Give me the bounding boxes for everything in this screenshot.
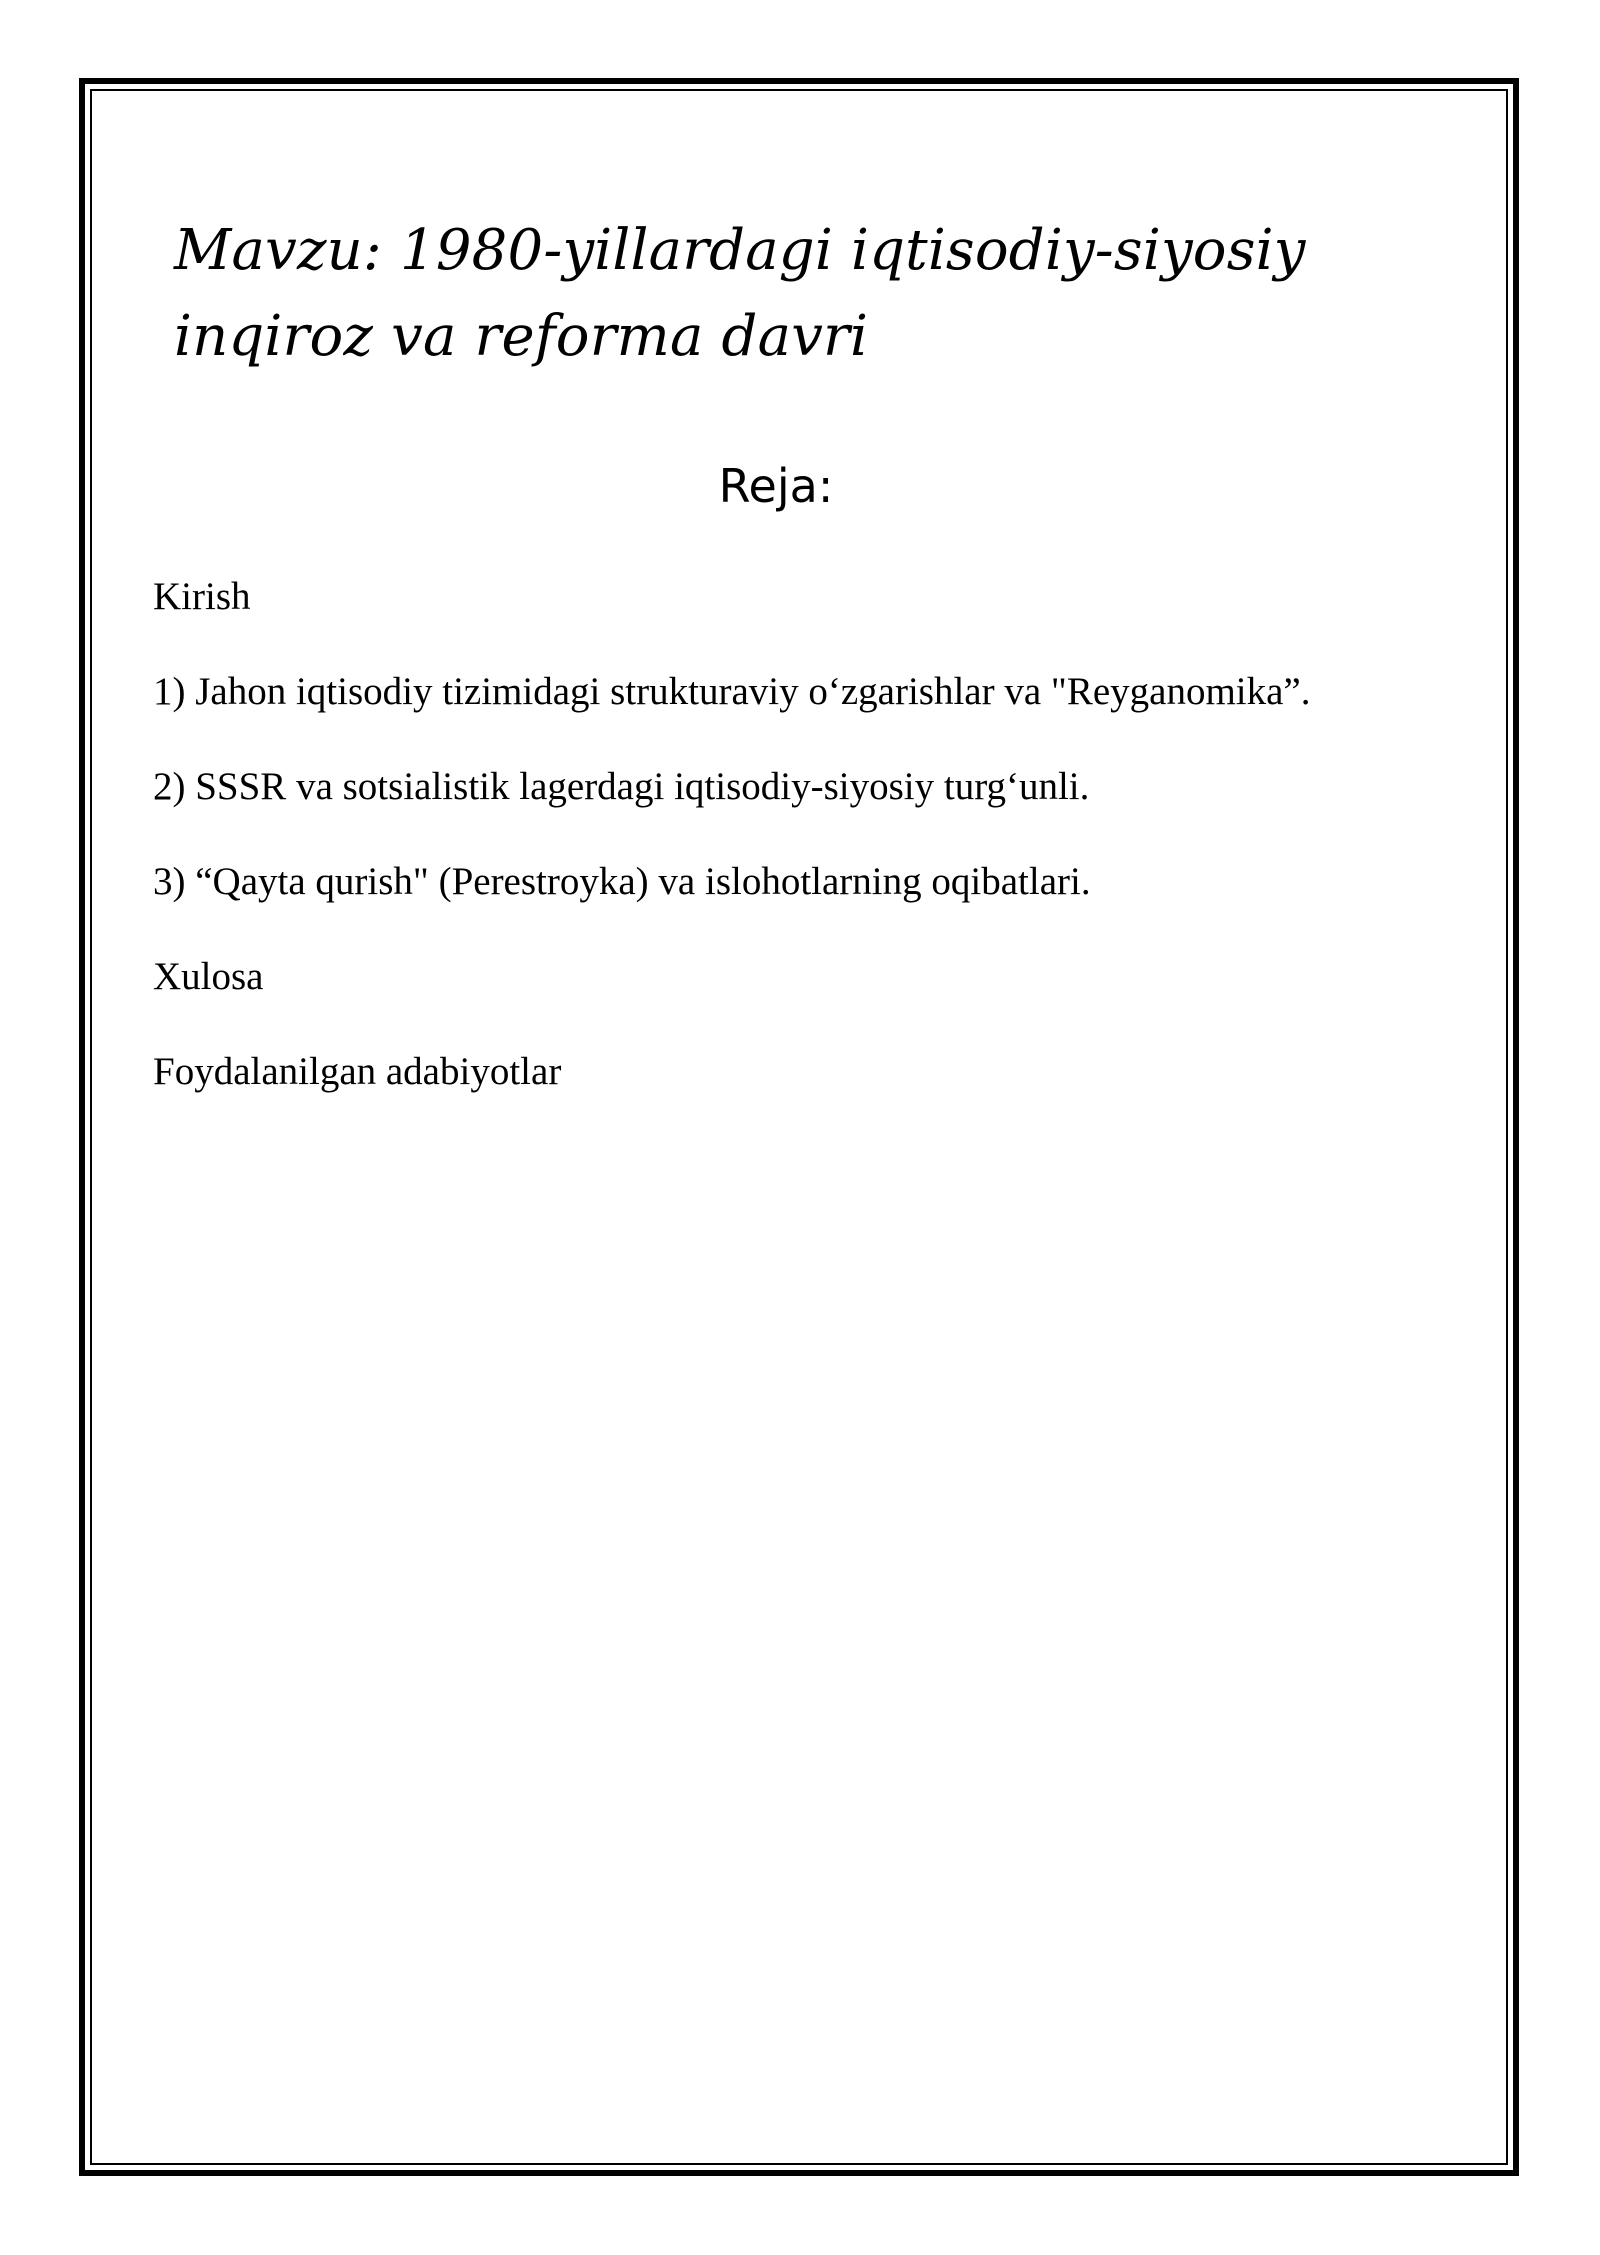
plan-item-1: 1) Jahon iqtisodiy tizimidagi strukturaviy o‘zgarishlar va "Reyganomika”. — [153, 670, 1311, 713]
plan-item-references: Foydalanilgan adabiyotlar — [153, 1050, 562, 1093]
plan-list — [153, 572, 1311, 1142]
plan-item-conclusion: Xulosa — [153, 955, 264, 998]
plan-item-2: 2) SSSR va sotsialistik lagerdagi iqtisodiy-siyosiy turg‘unli. — [153, 765, 1090, 808]
plan-heading: Reja: — [718, 459, 834, 513]
plan-item-3: 3) “Qayta qurish" (Perestroyka) va islohotlarning oqibatlari. — [153, 860, 1091, 903]
document-title: Mavzu: 1980-yillardagi iqtisodiy-siyosiy inqiroz va reforma davri — [174, 218, 1306, 369]
plan-item-introduction: Kirish — [153, 575, 251, 618]
